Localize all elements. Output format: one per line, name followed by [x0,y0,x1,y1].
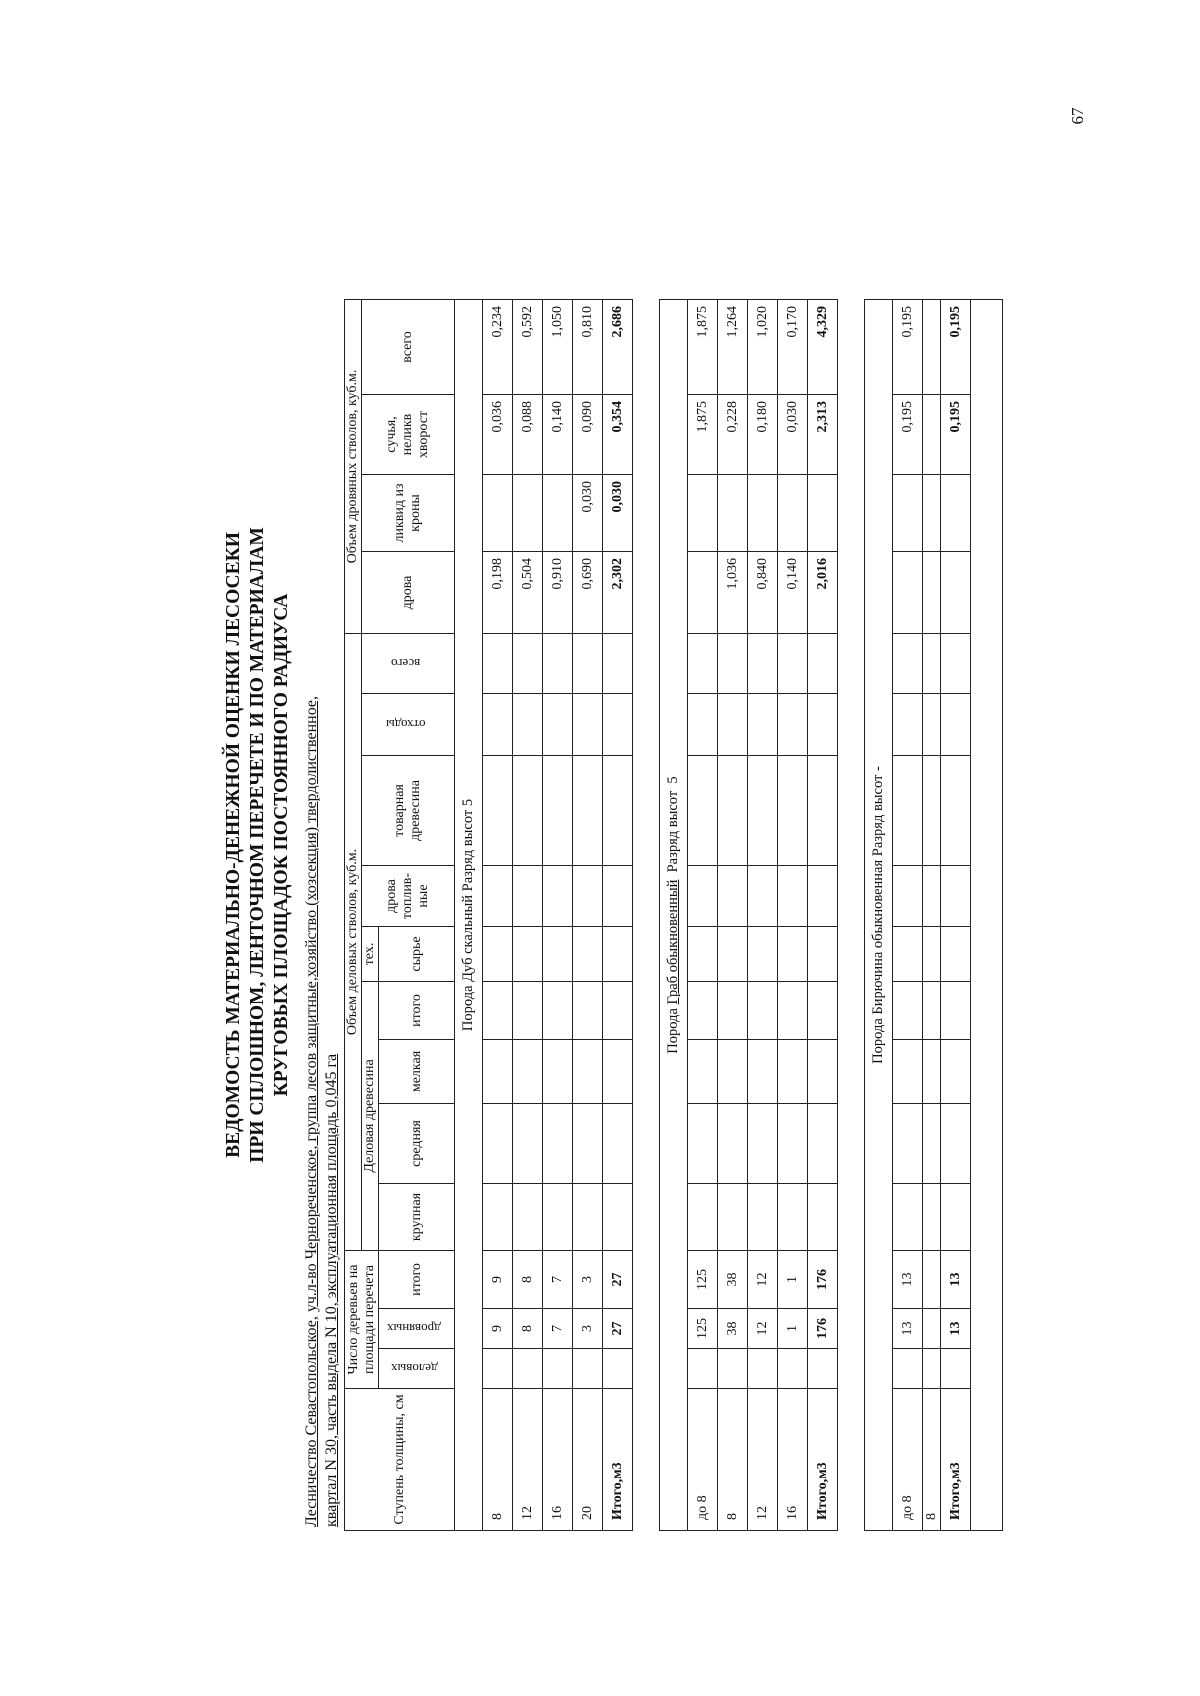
section-spacer [838,300,865,1531]
vsego-cell: 0,195 [941,300,971,395]
header-drovyanykh: дровяных [379,1309,455,1349]
drovyanykh-cell: 176 [808,1309,838,1349]
likvid-cell: 0,030 [603,475,633,552]
delovykh-cell [778,1349,808,1389]
delovykh-cell [483,1349,513,1389]
empty-cell [808,694,838,756]
empty-cell [748,1184,778,1251]
empty-cell [808,1104,838,1184]
suchya-cell: 0,195 [941,395,971,475]
empty-cell [483,927,513,982]
empty-cell [573,1104,603,1184]
header-itogo-volume: итого [379,982,455,1040]
section-prefix: Порода [460,981,476,1032]
empty-cell [483,866,513,927]
delovykh-cell [513,1349,543,1389]
drova-cell [923,552,941,634]
count-total-cell: 9 [483,1251,513,1309]
header-drova: дрова [362,552,455,634]
drovyanykh-cell: 7 [543,1309,573,1349]
drova-cell: 0,910 [543,552,573,634]
empty-cell [748,866,778,927]
count-total-cell [923,1251,941,1309]
likvid-cell: 0,030 [573,475,603,552]
table-row [893,300,923,1531]
drovyanykh-cell: 27 [603,1309,633,1349]
empty-cell [778,756,808,866]
delovykh-cell [688,1349,718,1389]
empty-cell [941,927,971,982]
drovyanykh-cell [923,1309,941,1349]
delovykh-cell [893,1349,923,1389]
empty-cell [573,756,603,866]
empty-cell [483,1184,513,1251]
step-cell: 8 [483,1389,513,1531]
title-line-1: ВЕДОМОСТЬ МАТЕРИАЛЬНО-ДЕНЕЖНОЙ ОЦЕНКИ ЛЕСОСЕКИ [223,532,244,1158]
empty-cell [923,866,941,927]
vsego-cell [923,300,941,395]
header-vsego-v: всего [362,634,455,694]
empty-cell [573,694,603,756]
section-header-row [660,300,688,1531]
empty-cell [688,694,718,756]
empty-cell [778,982,808,1040]
drova-cell: 2,302 [603,552,633,634]
header-drova-topl: дрова топлив-ные [362,866,455,927]
vsego-cell: 0,195 [893,300,923,395]
empty-cell [718,927,748,982]
header-business-volume: Объем деловых стволов, куб.м. [345,634,362,1251]
empty-cell [688,634,718,694]
empty-cell [603,927,633,982]
table-row [688,300,718,1531]
count-total-cell: 7 [543,1251,573,1309]
document-title [222,65,294,1625]
empty-cell [893,1104,923,1184]
header-tovarnaya: товарная древесина [362,756,455,866]
meta-district: уч.л-во Чернореченское [303,1149,320,1313]
vsego-cell: 1,875 [688,300,718,395]
table-row [923,300,941,1531]
delovykh-cell [573,1349,603,1389]
empty-cell [573,1040,603,1104]
drova-cell [893,552,923,634]
step-cell: 16 [543,1389,573,1531]
empty-cell [748,1104,778,1184]
section-species: Бирючина обыкновенная [870,859,886,1015]
empty-cell [941,866,971,927]
empty-cell [573,982,603,1040]
drova-cell: 2,016 [808,552,838,634]
table-row [543,300,573,1531]
header-melkaya: мелкая [379,1040,455,1104]
suchya-cell: 0,030 [778,395,808,475]
drova-cell: 0,690 [573,552,603,634]
empty-cell [603,634,633,694]
empty-cell [543,1184,573,1251]
suchya-cell: 1,875 [688,395,718,475]
empty-cell [513,694,543,756]
drova-cell: 1,036 [718,552,748,634]
rotated-sheet [222,65,1062,1625]
suchya-cell: 0,180 [748,395,778,475]
empty-cell [941,1104,971,1184]
count-total-cell: 3 [573,1251,603,1309]
step-cell: 8 [923,1389,941,1531]
empty-cell [543,866,573,927]
empty-cell [688,1104,718,1184]
likvid-cell [893,475,923,552]
drova-cell [941,552,971,634]
empty-cell [688,1040,718,1104]
meta-line-1 [302,65,322,1527]
header-likvid: ликвид из кроны [362,475,455,552]
drovyanykh-cell: 8 [513,1309,543,1349]
suchya-cell [923,395,941,475]
total-row [603,300,633,1531]
header-business-wood: Деловая древесина [362,982,379,1251]
empty-cell [718,756,748,866]
empty-cell [483,982,513,1040]
document-meta [302,65,342,1527]
empty-cell [573,634,603,694]
meta-group: , группа лесов защитные,хозяйство (хозсекция) твердолиственное, [303,695,320,1150]
section-species: Граб обыкновенный [665,879,681,1005]
empty-cell [513,1040,543,1104]
empty-cell [573,927,603,982]
suchya-cell: 0,140 [543,395,573,475]
drova-cell: 0,198 [483,552,513,634]
empty-cell [513,634,543,694]
empty-cell [778,927,808,982]
empty-cell [808,982,838,1040]
empty-cell [778,1184,808,1251]
empty-cell [603,694,633,756]
delovykh-cell [808,1349,838,1389]
empty-cell [543,982,573,1040]
empty-cell [778,866,808,927]
count-total-cell: 13 [941,1251,971,1309]
section-suffix: Разряд высот - [870,766,886,860]
empty-cell [718,694,748,756]
vsego-cell: 0,810 [573,300,603,395]
step-cell: до 8 [688,1389,718,1531]
table-row [778,300,808,1531]
drovyanykh-cell: 13 [893,1309,923,1349]
drovyanykh-cell: 13 [941,1309,971,1349]
empty-cell [483,1040,513,1104]
empty-cell [778,1104,808,1184]
vsego-cell: 1,264 [718,300,748,395]
empty-cell [718,866,748,927]
delovykh-cell [748,1349,778,1389]
table-row [718,300,748,1531]
empty-cell [748,694,778,756]
suchya-cell: 0,036 [483,395,513,475]
empty-cell [941,1040,971,1104]
likvid-cell [778,475,808,552]
suchya-cell: 0,090 [573,395,603,475]
drovyanykh-cell: 9 [483,1309,513,1349]
section-header-row [865,300,893,1531]
empty-cell [718,1040,748,1104]
step-cell: 12 [513,1389,543,1531]
meta-forestry: Лесничество Севастопольское, [303,1316,320,1527]
empty-cell [573,1184,603,1251]
drova-cell: 0,840 [748,552,778,634]
empty-cell [688,927,718,982]
empty-cell [778,634,808,694]
step-cell: 8 [718,1389,748,1531]
empty-cell [808,756,838,866]
likvid-cell [718,475,748,552]
empty-cell [923,927,941,982]
likvid-cell [923,475,941,552]
page-number: 67 [1068,107,1087,125]
count-total-cell: 8 [513,1251,543,1309]
total-row [808,300,838,1531]
section-spacer [633,300,660,1531]
drovyanykh-cell: 12 [748,1309,778,1349]
empty-cell [603,1184,633,1251]
empty-cell [513,982,543,1040]
empty-cell [483,634,513,694]
empty-cell [603,982,633,1040]
count-total-cell: 27 [603,1251,633,1309]
drova-cell: 0,140 [778,552,808,634]
empty-cell [543,1040,573,1104]
likvid-cell [483,475,513,552]
table-row [573,300,603,1531]
delovykh-cell [923,1349,941,1389]
empty-cell [808,927,838,982]
total-row [941,300,971,1531]
count-total-cell: 125 [688,1251,718,1309]
empty-cell [748,634,778,694]
likvid-cell [543,475,573,552]
title-line-2: ПРИ СПЛОШНОМ, ЛЕНТОЧНОМ ПЕРЕЧЕТЕ И ПО МАТЕРИАЛАМ [247,527,268,1163]
section-suffix: Разряд высот 5 [460,798,476,895]
empty-cell [718,1104,748,1184]
table-row [748,300,778,1531]
section-suffix: Разряд высот 5 [665,776,681,880]
empty-cell [573,866,603,927]
empty-cell [748,927,778,982]
empty-cell [923,694,941,756]
empty-cell [893,866,923,927]
header-step: Ступень толщины, см [345,1389,455,1531]
empty-cell [688,1184,718,1251]
drovyanykh-cell: 125 [688,1309,718,1349]
count-total-cell: 176 [808,1251,838,1309]
drova-cell: 0,504 [513,552,543,634]
header-vsego: всего [362,300,455,395]
header-tree-count: Число деревьев на площади перечета [345,1251,379,1389]
empty-cell [941,694,971,756]
empty-cell [893,694,923,756]
title-line-3: КРУГОВЫХ ПЛОЩАДОК ПОСТОЯННОГО РАДИУСА [271,593,292,1097]
likvid-cell [688,475,718,552]
meta-quarter: квартал N 30, часть выдела N 10, эксплуатационная площадь 0,045 га [323,1053,340,1527]
empty-cell [808,1040,838,1104]
step-cell: 12 [748,1389,778,1531]
section-label [455,300,483,1531]
vsego-cell: 4,329 [808,300,838,395]
empty-cell [941,634,971,694]
vsego-cell: 2,686 [603,300,633,395]
drovyanykh-cell: 1 [778,1309,808,1349]
trailing-cell [971,300,1003,1531]
drovyanykh-cell: 38 [718,1309,748,1349]
step-cell: 16 [778,1389,808,1531]
empty-cell [893,1184,923,1251]
vsego-cell: 1,050 [543,300,573,395]
vsego-cell: 0,170 [778,300,808,395]
suchya-cell: 0,354 [603,395,633,475]
delovykh-cell [603,1349,633,1389]
empty-cell [941,756,971,866]
drovyanykh-cell: 3 [573,1309,603,1349]
empty-cell [513,1104,543,1184]
header-tekh: тех. [362,927,379,982]
empty-cell [923,982,941,1040]
empty-cell [543,1104,573,1184]
count-total-cell: 38 [718,1251,748,1309]
likvid-cell [808,475,838,552]
step-cell: 20 [573,1389,603,1531]
empty-cell [513,1184,543,1251]
empty-cell [543,694,573,756]
delovykh-cell [718,1349,748,1389]
section-header-row [455,300,483,1531]
empty-cell [603,866,633,927]
likvid-cell [748,475,778,552]
empty-cell [923,1184,941,1251]
count-total-cell: 12 [748,1251,778,1309]
empty-cell [718,634,748,694]
empty-cell [688,866,718,927]
empty-cell [923,756,941,866]
empty-cell [893,634,923,694]
empty-cell [941,982,971,1040]
empty-cell [923,1104,941,1184]
empty-cell [808,1184,838,1251]
spacer-cell [633,300,660,1531]
vsego-cell: 0,592 [513,300,543,395]
vsego-cell: 1,020 [748,300,778,395]
step-cell: до 8 [893,1389,923,1531]
empty-cell [718,982,748,1040]
table-body [455,300,1003,1531]
empty-cell [603,1104,633,1184]
empty-cell [543,634,573,694]
vsego-cell: 0,234 [483,300,513,395]
likvid-cell [941,475,971,552]
empty-cell [893,756,923,866]
header-suchya: сучья, неликв хворост [362,395,455,475]
empty-cell [778,694,808,756]
delovykh-cell [941,1349,971,1389]
empty-cell [688,982,718,1040]
empty-cell [748,982,778,1040]
trailing-row [971,300,1003,1531]
empty-cell [688,756,718,866]
header-fire-volume: Объем дровяных стволов, куб.м. [345,300,362,634]
empty-cell [513,927,543,982]
section-prefix: Порода [870,1014,886,1064]
empty-cell [483,1104,513,1184]
table-row [483,300,513,1531]
header-itogo-count: итого [379,1251,455,1309]
drova-cell [688,552,718,634]
step-cell: Итого,м3 [603,1389,633,1531]
empty-cell [543,756,573,866]
suchya-cell: 0,228 [718,395,748,475]
assessment-table [344,299,1003,1531]
empty-cell [543,927,573,982]
header-srednyaya: средняя [379,1104,455,1184]
section-label [660,300,688,1531]
header-krupnaya: крупная [379,1184,455,1251]
empty-cell [941,1184,971,1251]
count-total-cell: 1 [778,1251,808,1309]
suchya-cell: 0,195 [893,395,923,475]
empty-cell [748,1040,778,1104]
count-total-cell: 13 [893,1251,923,1309]
empty-cell [808,634,838,694]
empty-cell [893,982,923,1040]
empty-cell [483,694,513,756]
header-otkhody: отходы [362,694,455,756]
empty-cell [748,756,778,866]
header-delovykh: деловых [379,1349,455,1389]
section-label [865,300,893,1531]
spacer-cell [838,300,865,1531]
empty-cell [923,634,941,694]
table-row [513,300,543,1531]
step-cell: Итого,м3 [941,1389,971,1531]
header-syrye: сырье [379,927,455,982]
section-species: Дуб скальный [460,894,476,982]
empty-cell [718,1184,748,1251]
empty-cell [513,866,543,927]
step-cell: Итого,м3 [808,1389,838,1531]
meta-line-2 [322,65,342,1527]
empty-cell [513,756,543,866]
empty-cell [603,756,633,866]
empty-cell [778,1040,808,1104]
section-prefix: Порода [665,1004,681,1054]
empty-cell [603,1040,633,1104]
empty-cell [893,1040,923,1104]
empty-cell [893,927,923,982]
suchya-cell: 2,313 [808,395,838,475]
empty-cell [483,756,513,866]
likvid-cell [513,475,543,552]
delovykh-cell [543,1349,573,1389]
empty-cell [923,1040,941,1104]
suchya-cell: 0,088 [513,395,543,475]
empty-cell [808,866,838,927]
